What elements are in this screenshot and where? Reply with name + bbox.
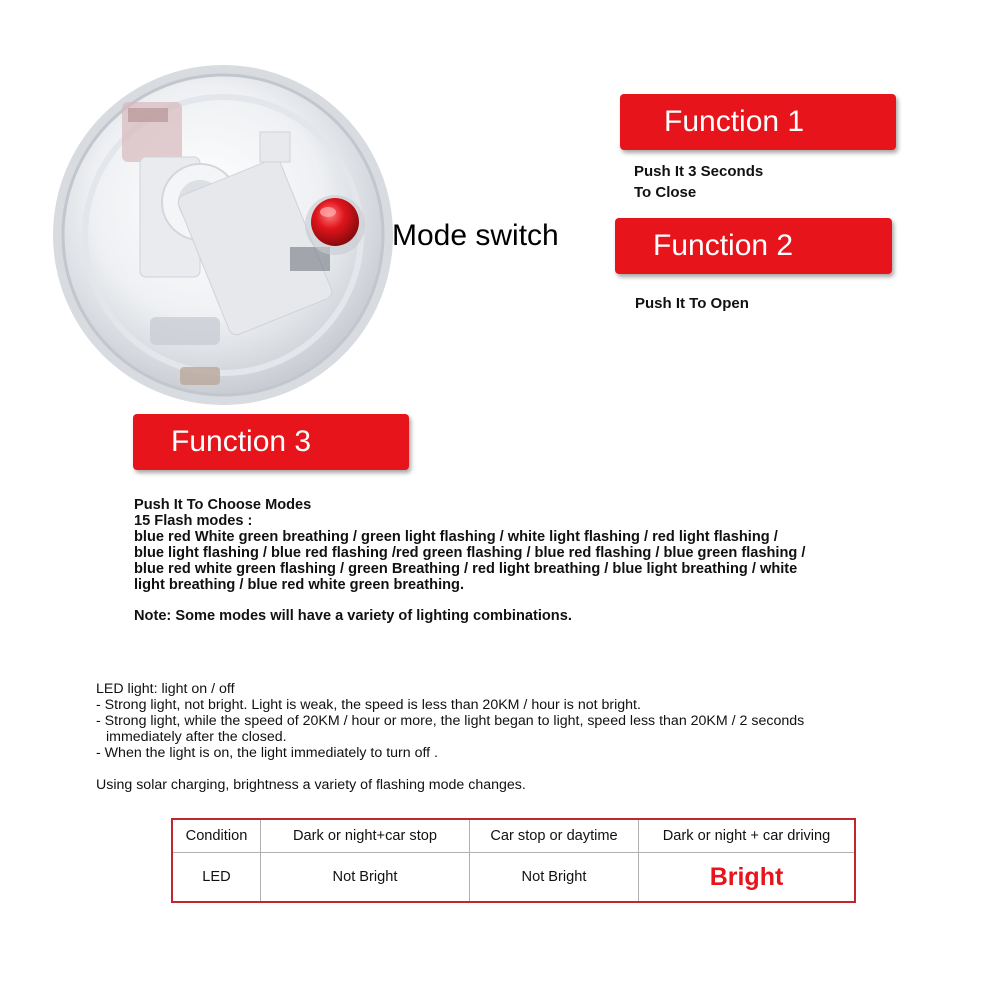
led-info-line: - Strong light, not bright. Light is weak, the speed is less than 20KM / hour is not bright. [96, 697, 641, 713]
table-cell: Not Bright [261, 853, 470, 903]
condition-table [171, 818, 856, 903]
led-info-line: immediately after the closed. [106, 729, 287, 745]
led-info-line: - When the light is on, the light immediately to turn off . [96, 745, 438, 761]
function-3-line: 15 Flash modes : [134, 513, 253, 529]
modes-note: Note: Some modes will have a variety of lighting combinations. [134, 608, 572, 624]
function-1-line: To Close [634, 184, 697, 201]
led-device-image [50, 62, 396, 408]
table-header-cell: Dark or night + car driving [639, 819, 856, 853]
led-info [96, 681, 916, 761]
led-info-line: - Strong light, while the speed of 20KM / hour or more, the light began to light, speed less than 20KM / 2 seconds [96, 713, 805, 729]
function-3-line: light breathing / blue red white green breathing. [134, 577, 465, 593]
table-row [172, 853, 855, 903]
function-2-title: Function 2 [615, 218, 892, 274]
function-1-title: Function 1 [620, 94, 896, 150]
table-cell-bright: Bright [639, 853, 856, 903]
table-header-row [172, 819, 855, 853]
function-1-line: Push It 3 Seconds [634, 163, 764, 180]
function-3-line: blue light flashing / blue red flashing /red green flashing / blue red flashing / blue green flashing / [134, 545, 806, 561]
function-3-line: blue red White green breathing / green light flashing / white light flashing / red light flashing / [134, 529, 778, 545]
table-header-cell: Car stop or daytime [470, 819, 639, 853]
function-3-title: Function 3 [133, 414, 409, 470]
led-info-line: LED light: light on / off [96, 681, 235, 697]
function-2-description [635, 293, 935, 314]
table-header-cell: Dark or night+car stop [261, 819, 470, 853]
table-header-cell: Condition [172, 819, 261, 853]
function-3-line: Push It To Choose Modes [134, 497, 312, 513]
table-cell: LED [172, 853, 261, 903]
function-3-line: blue red white green flashing / green Breathing / red light breathing / blue light breathing / white [134, 561, 798, 577]
mode-switch-label: Mode switch [392, 219, 559, 252]
function-2-line: Push It To Open [635, 295, 749, 312]
function-1-description [634, 161, 934, 203]
function-3-description [134, 497, 874, 593]
solar-charging-text: Using solar charging, brightness a variety of flashing mode changes. [96, 777, 526, 793]
table-cell: Not Bright [470, 853, 639, 903]
